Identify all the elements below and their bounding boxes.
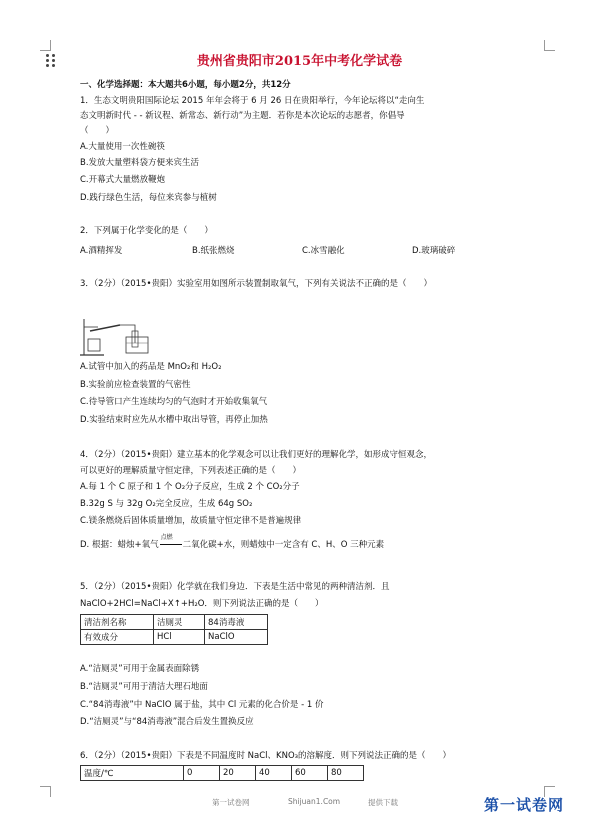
table-cell: 80	[328, 766, 364, 781]
q1-option: D.践行绿色生活，每位来宾参与植树	[80, 193, 217, 203]
footer-note: 提供下载	[368, 798, 398, 807]
table-row	[81, 766, 364, 781]
q3-option: D.实验结束时应先从水槽中取出导管，再停止加热	[80, 415, 268, 425]
q1-option: A.大量使用一次性碗筷	[80, 142, 165, 152]
q4-option	[80, 534, 385, 551]
corner-mark	[40, 786, 51, 797]
table-cell: HCl	[154, 630, 205, 645]
table-cell: 60	[292, 766, 328, 781]
reaction-arrow	[159, 534, 183, 551]
q4-stem-line: 可以更好的理解质量守恒定律，下列表述正确的是（ ）	[80, 466, 302, 476]
q1-stem-line: 1．生态文明贵阳国际论坛 2015 年年会将于 6 月 26 日在贵阳举行，今年论坛将以“走向生	[80, 96, 425, 106]
q1-stem-line: 态文明新时代 - - 新议程、新常态、新行动”为主题．若你是本次论坛的志愿者，你倡导	[80, 111, 405, 121]
table-cell: NaClO	[205, 630, 268, 645]
option-text: 二氧化碳+水，则蜡烛中一定含有 C、H、O 三种元素	[182, 540, 385, 550]
q3-option: C.待导管口产生连续均匀的气泡时才开始收集氧气	[80, 397, 268, 407]
q5-stem-line: NaClO+2HCl=NaCl+X↑+H₂O．则下列说法正确的是（ ）	[80, 599, 324, 609]
table-row	[81, 615, 268, 630]
oxygen-apparatus-figure	[80, 317, 160, 357]
q5-stem-line: 5．（2分）（2015•贵阳）化学就在我们身边．下表是生活中常见的两种清洁剂．且	[80, 582, 390, 592]
q5-option: B.“洁厕灵”可用于清洁大理石地面	[80, 682, 208, 692]
q1-stem-line: （ ）	[80, 126, 115, 136]
section-heading: 一、化学选择题：本大题共6小题，每小题2分，共12分	[80, 80, 291, 90]
q3-stem: 3．（2分）（2015•贵阳）实验室用如图所示装置制取氧气，下列有关说法不正确的是（ ）	[80, 279, 432, 289]
reaction-condition: 点燃	[160, 534, 173, 541]
q5-option: D.“洁厕灵”与“84消毒液”混合后发生置换反应	[80, 717, 254, 727]
q2-option: B.纸张燃烧	[192, 246, 235, 256]
table-row	[81, 630, 268, 645]
table-cell: 洁厕灵	[154, 615, 205, 630]
footer-site-name: 第一试卷网	[212, 798, 250, 807]
table-cell: 温度/℃	[81, 766, 184, 781]
q4-option: A.每 1 个 C 原子和 1 个 O₂分子反应，生成 2 个 CO₂分子	[80, 482, 300, 492]
table-cell: 有效成分	[81, 630, 154, 645]
q5-option: C.“84消毒液”中 NaClO 属于盐，其中 Cl 元素的化合价是 - 1 价	[80, 700, 324, 710]
q2-option: D.玻璃破碎	[412, 246, 456, 256]
q1-option: B.发放大量塑料袋方便来宾生活	[80, 158, 200, 168]
cleaner-table	[80, 614, 268, 645]
table-cell: 84消毒液	[205, 615, 268, 630]
q4-option: C.镁条燃烧后固体质量增加，故质量守恒定律不是普遍规律	[80, 516, 302, 526]
q3-option: A.试管中加入的药品是 MnO₂和 H₂O₂	[80, 362, 222, 372]
q2-stem: 2．下列属于化学变化的是（ ）	[80, 226, 213, 236]
q6-stem: 6．（2分）（2015•贵阳）下表是不同温度时 NaCl、KNO₃的溶解度．则下列说法正确的是（ ）	[80, 751, 452, 761]
q2-option: A.酒精挥发	[80, 246, 123, 256]
q5-option: A.“洁厕灵”可用于金属表面除锈	[80, 664, 200, 674]
solubility-table	[80, 765, 364, 781]
table-cell: 清洁剂名称	[81, 615, 154, 630]
q3-option: B.实验前应检查装置的气密性	[80, 380, 191, 390]
option-label: D.	[80, 540, 90, 550]
option-text: 根据：蜡烛+氧气	[91, 540, 159, 550]
q2-option: C.冰雪融化	[302, 246, 345, 256]
q4-option: B.32g S 与 32g O₂完全反应，生成 64g SO₂	[80, 499, 253, 509]
page-title: 贵州省贵阳市2015年中考化学试卷	[196, 54, 403, 69]
table-cell: 40	[256, 766, 292, 781]
q1-option: C.开幕式大量燃放鞭炮	[80, 175, 166, 185]
table-cell: 0	[184, 766, 220, 781]
q4-stem-line: 4．（2分）（2015•贵阳）建立基本的化学观念可以让我们更好的理解化学，如形成守恒观念，	[80, 450, 432, 460]
table-cell: 20	[220, 766, 256, 781]
footer-site-url[interactable]: Shijuan1.Com	[288, 797, 341, 806]
site-logo: 第一试卷网	[484, 796, 565, 814]
